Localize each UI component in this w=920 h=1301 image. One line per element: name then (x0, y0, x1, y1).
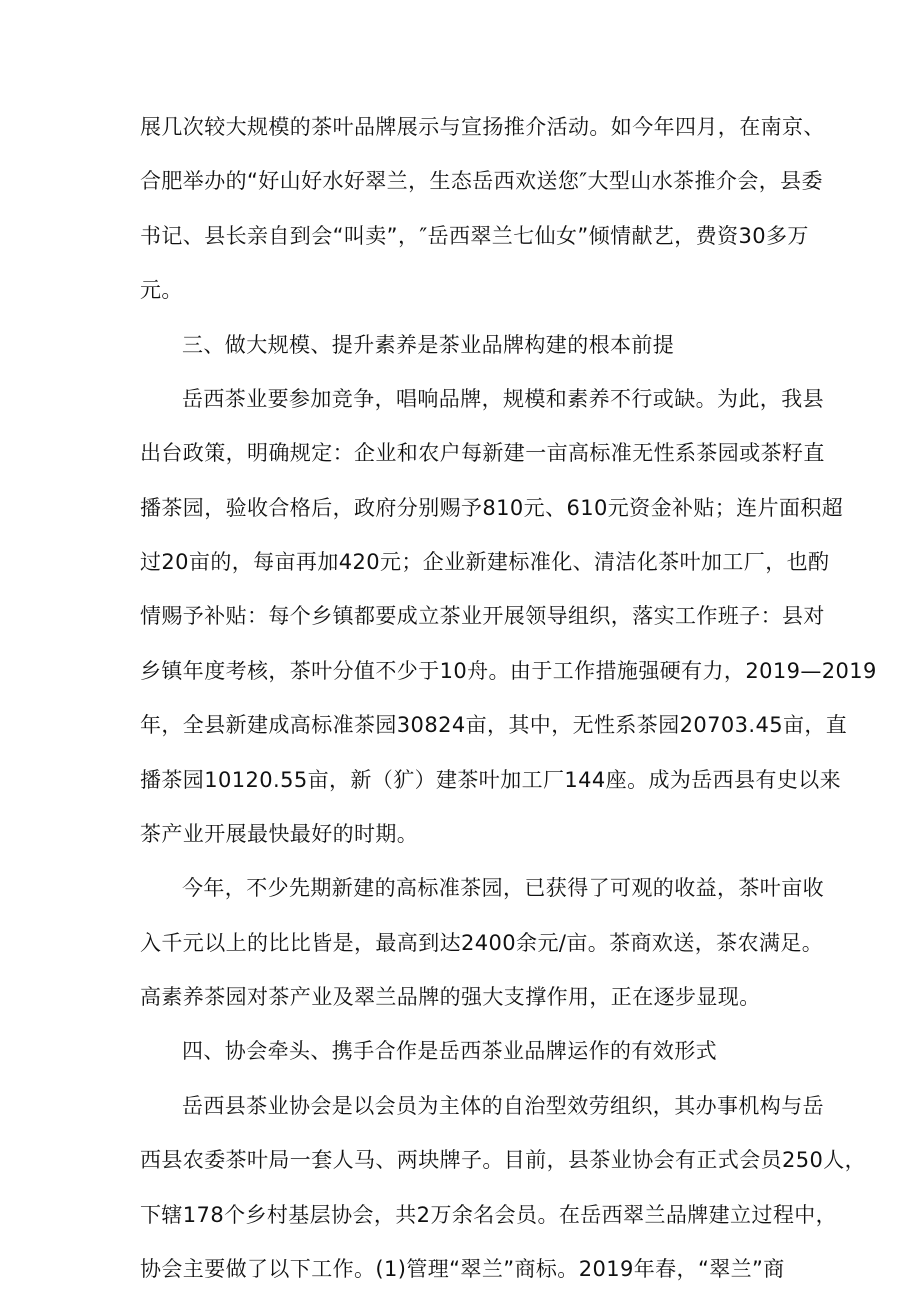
text-line: 岳西县茶业协会是以会员为主体的自治型效劳组织，其办事机构与岳 (182, 1094, 824, 1118)
text-line: 出台政策，明确规定：企业和农户每新建一亩高标准无性系茶园或茶籽直 (140, 441, 825, 465)
text-line: 高素养茶园对茶产业及翠兰品牌的强大支撑作用，正在逐步显现。 (140, 985, 761, 1009)
text-line: 茶产业开展最快最好的时期。 (140, 822, 419, 846)
section-heading: 四、协会牵头、携手合作是岳西茶业品牌运作的有效形式 (182, 1039, 717, 1063)
text-line: 岳西茶业要参加竞争，唱响品牌，规模和素养不行或缺。为此，我县 (182, 387, 824, 411)
text-line: 今年，不少先期新建的高标准茶园，已获得了可观的收益，茶叶亩收 (182, 876, 824, 900)
text-line: 入千元以上的比比皆是，最高到达2400余元/亩。茶商欢送，茶农满足。 (140, 931, 824, 955)
section-heading: 三、做大规模、提升素养是茶业品牌构建的根本前提 (182, 333, 675, 357)
text-line: 情赐予补贴：每个乡镇都要成立茶业开展领导组织，落实工作班子：县对 (140, 604, 825, 628)
text-line: 展几次较大规模的茶叶品牌展示与宣扬推介活动。如今年四月，在南京、 (140, 115, 825, 139)
text-line: 下辖178个乡村基层协会，共2万余名会员。在岳西翠兰品牌建立过程中， (140, 1203, 838, 1227)
text-line: 西县农委茶叶局一套人马、两块牌子。目前，县茶业协会有正式会员250人， (140, 1148, 867, 1172)
text-line: 协会主要做了以下工作。(1)管理“翠兰”商标。2019年春，“翠兰”商 (140, 1257, 785, 1281)
text-line: 书记、县长亲自到会“叫卖”，″岳西翠兰七仙女”倾情献艺，费资30多万 (140, 224, 809, 248)
text-line: 过20亩的，每亩再加420元；企业新建标准化、清洁化茶叶加工厂，也酌 (140, 550, 830, 574)
text-line: 播茶园10120.55亩，新（犷）建茶叶加工厂144座。成为岳西县有史以来 (140, 768, 842, 792)
text-line: 合肥举办的“好山好水好翠兰，生态岳西欢送您″大型山水茶推介会，县委 (140, 169, 823, 193)
text-line: 乡镇年度考核，茶叶分值不少于10舟。由于工作措施强硬有力，2019—2019 (140, 659, 877, 683)
text-line: 元。 (140, 278, 183, 302)
text-line: 年，全县新建成高标准茶园30824亩，其中，无性系茶园20703.45亩，直 (140, 713, 848, 737)
text-line: 播茶园，验收合格后，政府分别赐予810元、610元资金补贴；连片面积超 (140, 496, 844, 520)
